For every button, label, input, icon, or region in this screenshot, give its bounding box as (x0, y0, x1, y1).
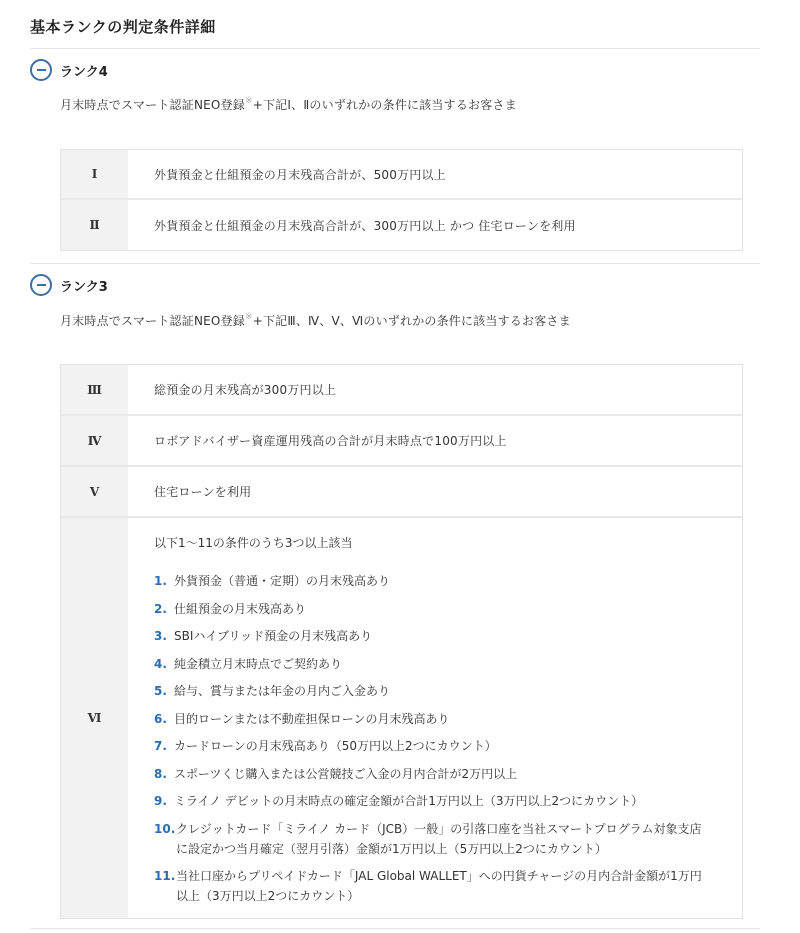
condition-intro: 以下1〜11の条件のうち3つ以上該当 (154, 536, 353, 550)
list-item (154, 654, 712, 674)
list-text: 当社口座からプリペイドカード「JAL Global WALLET」への円貨チャージの月内合計金額が1万円以上（3万円以上2つにカウント） (176, 869, 702, 903)
list-number: 1. (154, 574, 167, 588)
list-number: 11. (154, 869, 176, 883)
list-number: 5. (154, 684, 167, 698)
rank4-accordion-header[interactable] (30, 59, 108, 81)
condition-text: 住宅ローンを利用 (154, 485, 252, 499)
list-text: クレジットカード「ミライノ カード（JCB）一般」の引落口座を当社スマートプログラム対象支店に設定かつ当月確定（翌月引落）金額が1万円以上（5万円以上2つにカウント） (176, 821, 702, 856)
list-item (154, 681, 712, 701)
list-item (154, 709, 712, 729)
list-number: 4. (154, 656, 167, 671)
note-mark: ※ (244, 96, 253, 106)
note-mark: ※ (244, 312, 253, 322)
table-row (61, 200, 742, 250)
desc-text: +下記Ⅰ、Ⅱのいずれかの条件に該当するお客さま (252, 98, 517, 112)
list-number: 8. (154, 766, 167, 781)
minus-circle-icon[interactable] (30, 274, 52, 296)
rank4-description (60, 96, 517, 113)
list-text: ミライノ デビットの月末時点の確定金額が合計1万円以上（3万円以上2つにカウント） (174, 794, 644, 808)
condition-text: ロボアドバイザー資産運用残高の合計が月末時点で100万円以上 (154, 434, 507, 448)
condition-number: Ⅳ (61, 416, 128, 465)
condition-text: 総預金の月末残高が300万円以上 (154, 383, 337, 397)
condition-number: Ⅴ (61, 467, 128, 516)
condition-text: 外貨預金と仕組預金の月末残高合計が、300万円以上 かつ 住宅ローンを利用 (154, 218, 576, 233)
divider (30, 48, 760, 49)
list-text: カードローンの月末残高あり（50万円以上2つにカウント） (174, 739, 497, 753)
list-number: 9. (154, 794, 167, 808)
list-number: 6. (154, 711, 167, 726)
list-number: 3. (154, 629, 167, 643)
rank3-conditions-table (60, 364, 743, 919)
rank4-conditions-table (60, 149, 743, 251)
table-row (61, 518, 742, 918)
divider (30, 263, 760, 264)
rank3-accordion-header[interactable] (30, 274, 108, 296)
list-item (154, 571, 712, 591)
condition-number: Ⅰ (61, 150, 128, 198)
list-item (154, 764, 712, 784)
page-title: 基本ランクの判定条件詳細 (30, 18, 216, 36)
list-text: スポーツくじ購入または公営競技ご入金の月内合計が2万円以上 (174, 766, 518, 781)
list-item (154, 599, 712, 619)
list-text: SBIハイブリッド預金の月末残高あり (174, 629, 373, 643)
list-text: 仕組預金の月末残高あり (174, 601, 307, 616)
list-item (154, 791, 712, 811)
table-row (61, 467, 742, 518)
rank3-label: ランク3 (60, 279, 108, 295)
condition-text: 外貨預金と仕組預金の月末残高合計が、500万円以上 (154, 167, 446, 182)
condition-number: Ⅱ (61, 200, 128, 250)
list-text: 目的ローンまたは不動産担保ローンの月末残高あり (174, 711, 450, 726)
table-row (61, 150, 742, 200)
desc-text: 月末時点でスマート認証NEO登録 (60, 98, 245, 112)
list-item (154, 626, 712, 646)
list-text: 純金積立月末時点でご契約あり (174, 656, 343, 671)
minus-circle-icon[interactable] (30, 59, 52, 81)
condition-number: Ⅲ (61, 365, 128, 414)
condition-list-cell (128, 518, 742, 918)
list-text: 給与、賞与または年金の月内ご入金あり (174, 684, 391, 698)
list-number: 10. (154, 821, 176, 836)
condition-number: Ⅵ (61, 518, 128, 918)
list-item (154, 866, 712, 906)
desc-text: +下記Ⅲ、Ⅳ、Ⅴ、Ⅵのいずれかの条件に該当するお客さま (252, 314, 571, 328)
list-item (154, 819, 712, 859)
table-row (61, 365, 742, 416)
list-item (154, 736, 712, 756)
desc-text: 月末時点でスマート認証NEO登録 (60, 314, 245, 328)
list-text: 外貨預金（普通・定期）の月末残高あり (174, 574, 391, 588)
table-row (61, 416, 742, 467)
list-number: 7. (154, 739, 167, 753)
rank3-description (60, 312, 571, 329)
list-number: 2. (154, 601, 167, 616)
divider (30, 928, 760, 929)
rank4-label: ランク4 (60, 64, 108, 80)
